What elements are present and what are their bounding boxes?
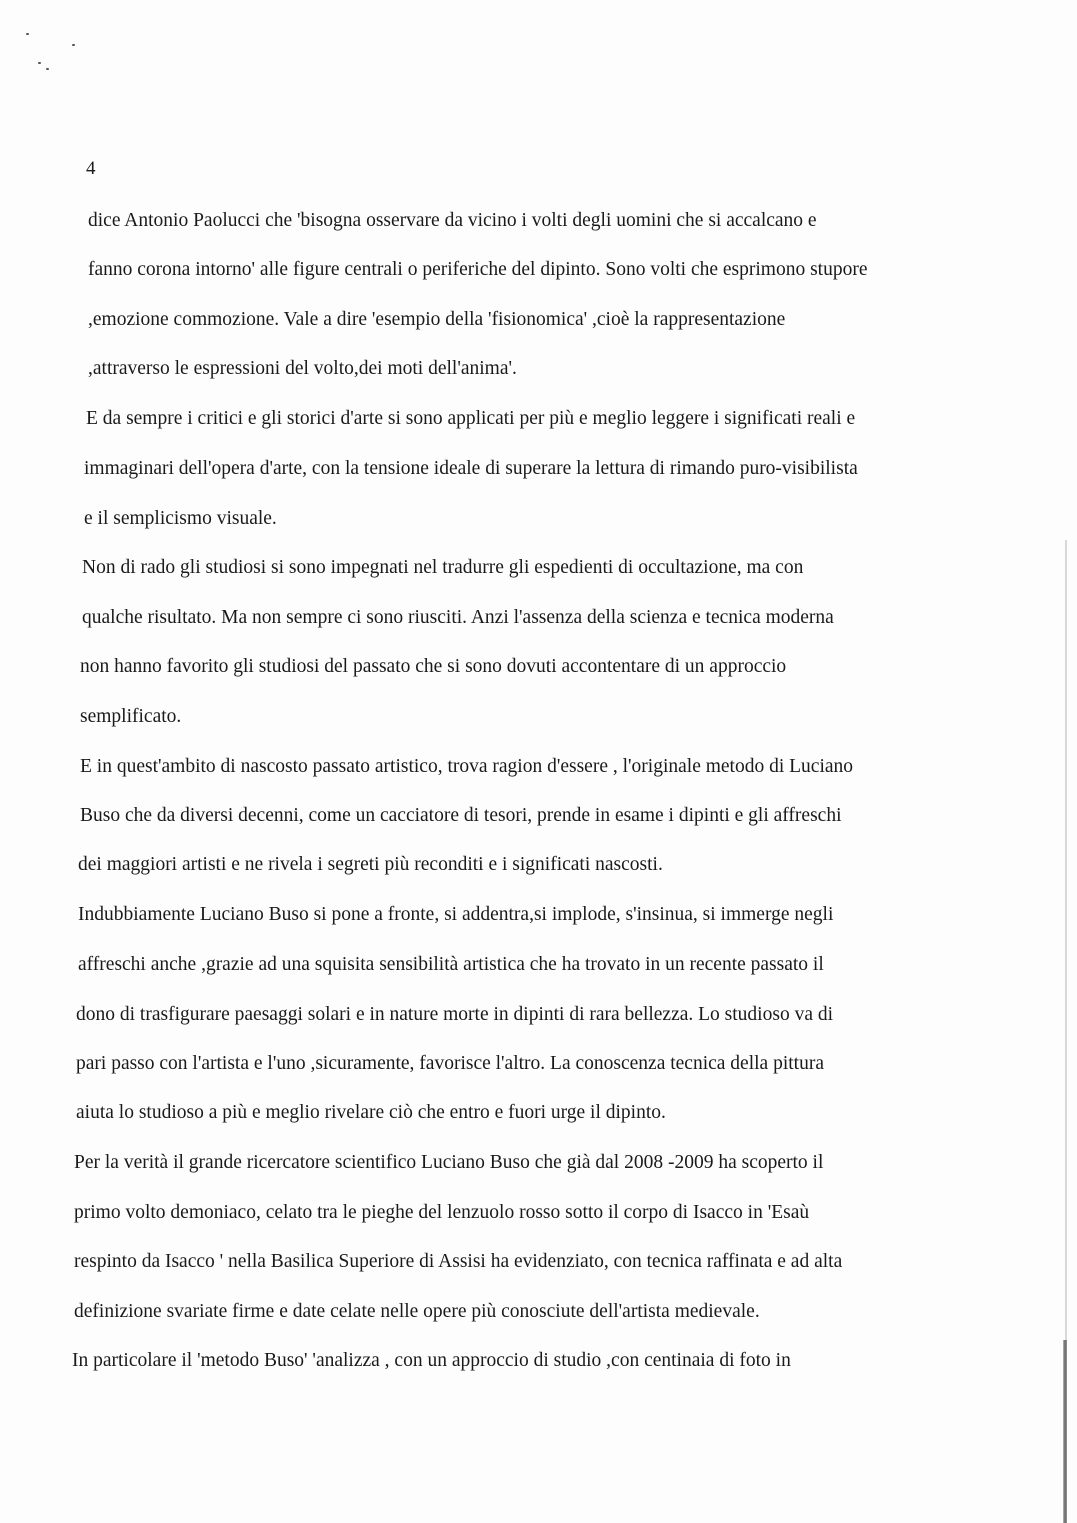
scan-speck <box>38 62 41 64</box>
text-line: qualche risultato. Ma non sempre ci sono riusciti. Anzi l'assenza della scienza e tecnica moderna <box>82 607 834 628</box>
scan-speck <box>46 68 49 70</box>
page-number: 4 <box>86 158 96 179</box>
text-line: fanno corona intorno' alle figure centrali o periferiche del dipinto. Sono volti che esprimono stupore <box>88 259 868 280</box>
text-line: immaginari dell'opera d'arte, con la tensione ideale di superare la lettura di rimando puro-visibilista <box>84 458 858 479</box>
text-line: affreschi anche ,grazie ad una squisita sensibilità artistica che ha trovato in un recente passato il <box>78 954 824 975</box>
text-line: pari passo con l'artista e l'uno ,sicuramente, favorisce l'altro. La conoscenza tecnica della pittura <box>76 1053 824 1074</box>
scan-speck <box>72 44 75 46</box>
text-line: E in quest'ambito di nascosto passato artistico, trova ragion d'essere , l'originale metodo di Luciano <box>80 756 854 777</box>
text-line: aiuta lo studioso a più e meglio rivelare ciò che entro e fuori urge il dipinto. <box>76 1102 666 1123</box>
text-line: Buso che da diversi decenni, come un cacciatore di tesori, prende in esame i dipinti e gli affreschi <box>80 805 842 826</box>
text-line: dei maggiori artisti e ne rivela i segreti più reconditi e i significati nascosti. <box>78 854 663 875</box>
text-line: respinto da Isacco ' nella Basilica Superiore di Assisi ha evidenziato, con tecnica raffinata e ad alta <box>74 1251 843 1272</box>
text-line: In particolare il 'metodo Buso' 'analizza , con un approccio di studio ,con centinaia di foto in <box>72 1350 791 1371</box>
text-line: definizione svariate firme e date celate nelle opere più conosciute dell'artista medievale. <box>74 1301 760 1322</box>
text-line: semplificato. <box>80 706 182 727</box>
text-line: dice Antonio Paolucci che 'bisogna osservare da vicino i volti degli uomini che si accalcano e <box>88 210 817 231</box>
text-line: ,emozione commozione. Vale a dire 'esempio della 'fisionomica' ,cioè la rappresentazione <box>88 309 786 330</box>
scan-edge-shadow <box>1063 1340 1067 1523</box>
text-line: Per la verità il grande ricercatore scientifico Luciano Buso che già dal 2008 -2009 ha scoperto il <box>74 1152 824 1173</box>
scan-speck <box>26 33 29 35</box>
text-line: E da sempre i critici e gli storici d'arte si sono applicati per più e meglio leggere i significati reali e <box>86 408 856 429</box>
text-line: Indubbiamente Luciano Buso si pone a fronte, si addentra,si implode, s'insinua, si immerge negli <box>78 904 834 925</box>
text-line: Non di rado gli studiosi si sono impegnati nel tradurre gli espedienti di occultazione, ma con <box>82 557 804 578</box>
text-line: ,attraverso le espressioni del volto,dei moti dell'anima'. <box>88 358 517 379</box>
text-line: non hanno favorito gli studiosi del passato che si sono dovuti accontentare di un approccio <box>80 656 787 677</box>
text-line: e il semplicismo visuale. <box>84 508 277 529</box>
text-line: dono di trasfigurare paesaggi solari e in nature morte in dipinti di rara bellezza. Lo studioso va di <box>76 1004 834 1025</box>
text-line: primo volto demoniaco, celato tra le pieghe del lenzuolo rosso sotto il corpo di Isacco in 'Esaù <box>74 1202 810 1223</box>
scan-edge-shadow <box>1065 540 1067 1340</box>
